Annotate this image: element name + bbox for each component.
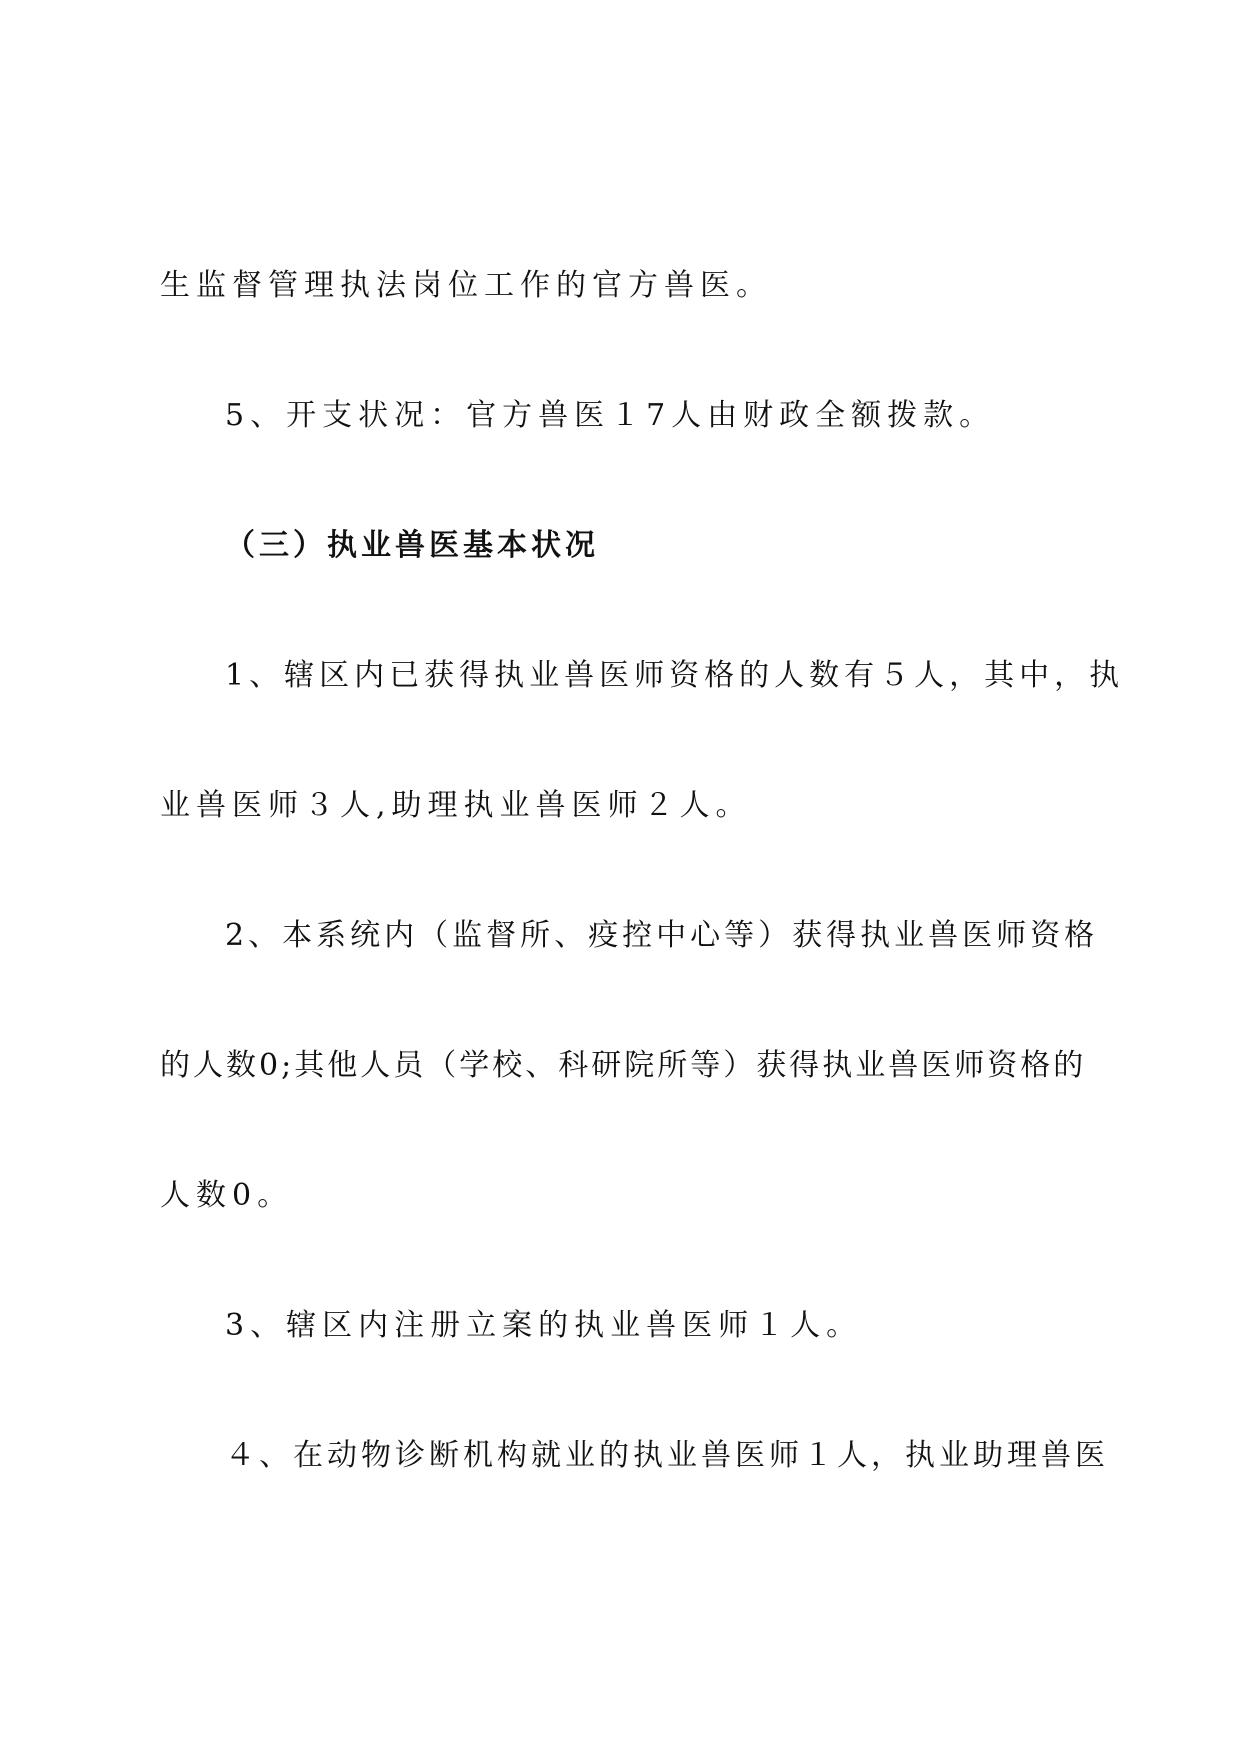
paragraph-line: ４、在动物诊断机构就业的执业兽医师１人，执业助理兽医 — [225, 1438, 1109, 1473]
paragraph-line: 5、开支状况：官方兽医１7人由财政全额拨款。 — [225, 398, 996, 433]
paragraph-line: 1、辖区内已获得执业兽医师资格的人数有５人，其中，执 — [225, 658, 1125, 693]
paragraph-line: 3、辖区内注册立案的执业兽医师１人。 — [225, 1308, 863, 1343]
paragraph-line: 的人数0;其他人员（学校、科研院所等）获得执业兽医师资格的 — [160, 1048, 1087, 1083]
paragraph-line: 2、本系统内（监督所、疫控中心等）获得执业兽医师资格 — [225, 918, 1099, 953]
paragraph-line: 业兽医师３人,助理执业兽医师２人。 — [160, 788, 752, 823]
paragraph-line: 人数0。 — [160, 1178, 294, 1213]
section-heading: （三）执业兽医基本状况 — [225, 528, 599, 563]
paragraph-line: 生监督管理执法岗位工作的官方兽医。 — [160, 268, 772, 303]
